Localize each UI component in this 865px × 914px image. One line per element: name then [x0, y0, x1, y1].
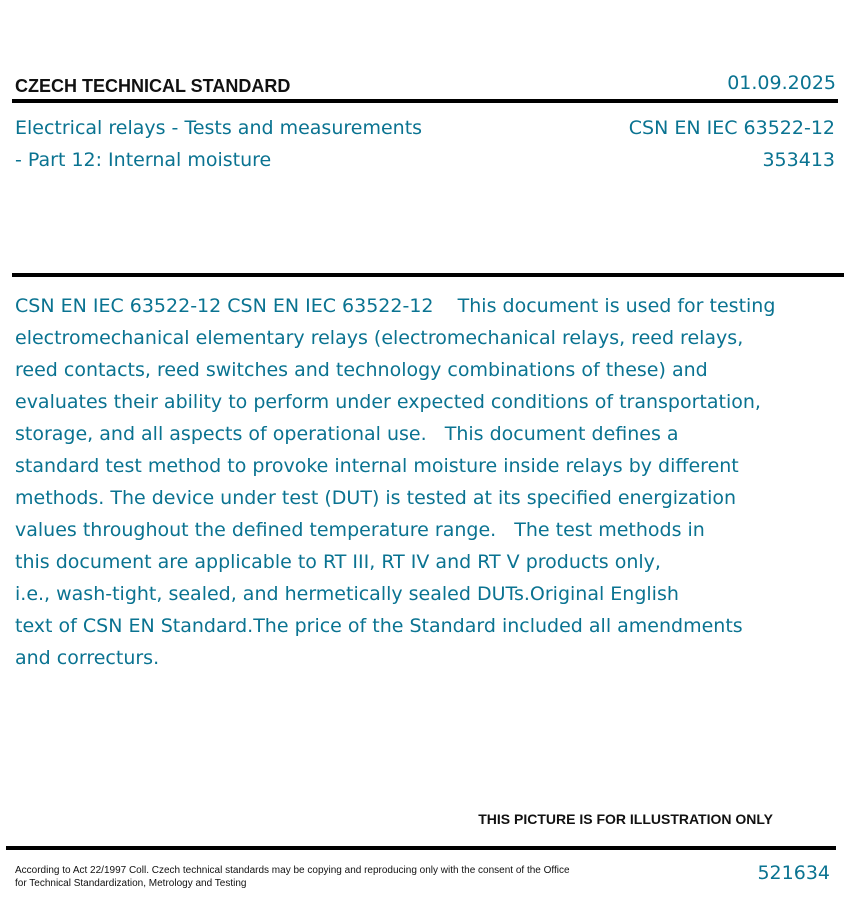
- document-id: 521634: [757, 862, 830, 884]
- section-divider: [12, 273, 844, 277]
- abstract-line: standard test method to provoke internal moisture inside relays by different: [15, 455, 739, 477]
- standard-code: CSN EN IEC 63522-12: [628, 117, 835, 139]
- abstract-line: electromechanical elementary relays (electromechanical relays, reed relays,: [15, 327, 744, 349]
- legal-notice: [15, 864, 570, 890]
- header-divider: [12, 99, 838, 103]
- abstract-line: this document are applicable to RT III, RT IV and RT V products only,: [15, 551, 661, 573]
- abstract-line: values throughout the defined temperature range. The test methods in: [15, 519, 705, 541]
- abstract-line: text of CSN EN Standard.The price of the Standard included all amendments: [15, 615, 743, 637]
- document-title-line-2: - Part 12: Internal moisture: [15, 149, 272, 171]
- document-title-line-1: Electrical relays - Tests and measurements: [15, 117, 423, 139]
- illustration-disclaimer: THIS PICTURE IS FOR ILLUSTRATION ONLY: [478, 811, 773, 827]
- abstract-text: [15, 290, 845, 674]
- abstract-line: evaluates their ability to perform under expected conditions of transportation,: [15, 391, 761, 413]
- abstract-line: i.e., wash-tight, sealed, and hermetically sealed DUTs.Original English: [15, 583, 679, 605]
- publication-date: 01.09.2025: [727, 72, 836, 94]
- catalog-number: 353413: [762, 149, 835, 171]
- abstract-line: and correcturs.: [15, 647, 160, 669]
- abstract-line: methods. The device under test (DUT) is tested at its specified energization: [15, 487, 737, 509]
- footer-divider: [6, 846, 836, 850]
- abstract-line: storage, and all aspects of operational use. This document defines a: [15, 423, 679, 445]
- abstract-line: CSN EN IEC 63522-12 CSN EN IEC 63522-12 This document is used for testing: [15, 295, 776, 317]
- legal-notice-line: According to Act 22/1997 Coll. Czech technical standards may be copying and reproducing only with the consent of the Office: [15, 865, 570, 876]
- legal-notice-line: for Technical Standardization, Metrology and Testing: [15, 878, 247, 889]
- abstract-line: reed contacts, reed switches and technology combinations of these) and: [15, 359, 708, 381]
- standard-type-label: CZECH TECHNICAL STANDARD: [15, 76, 291, 96]
